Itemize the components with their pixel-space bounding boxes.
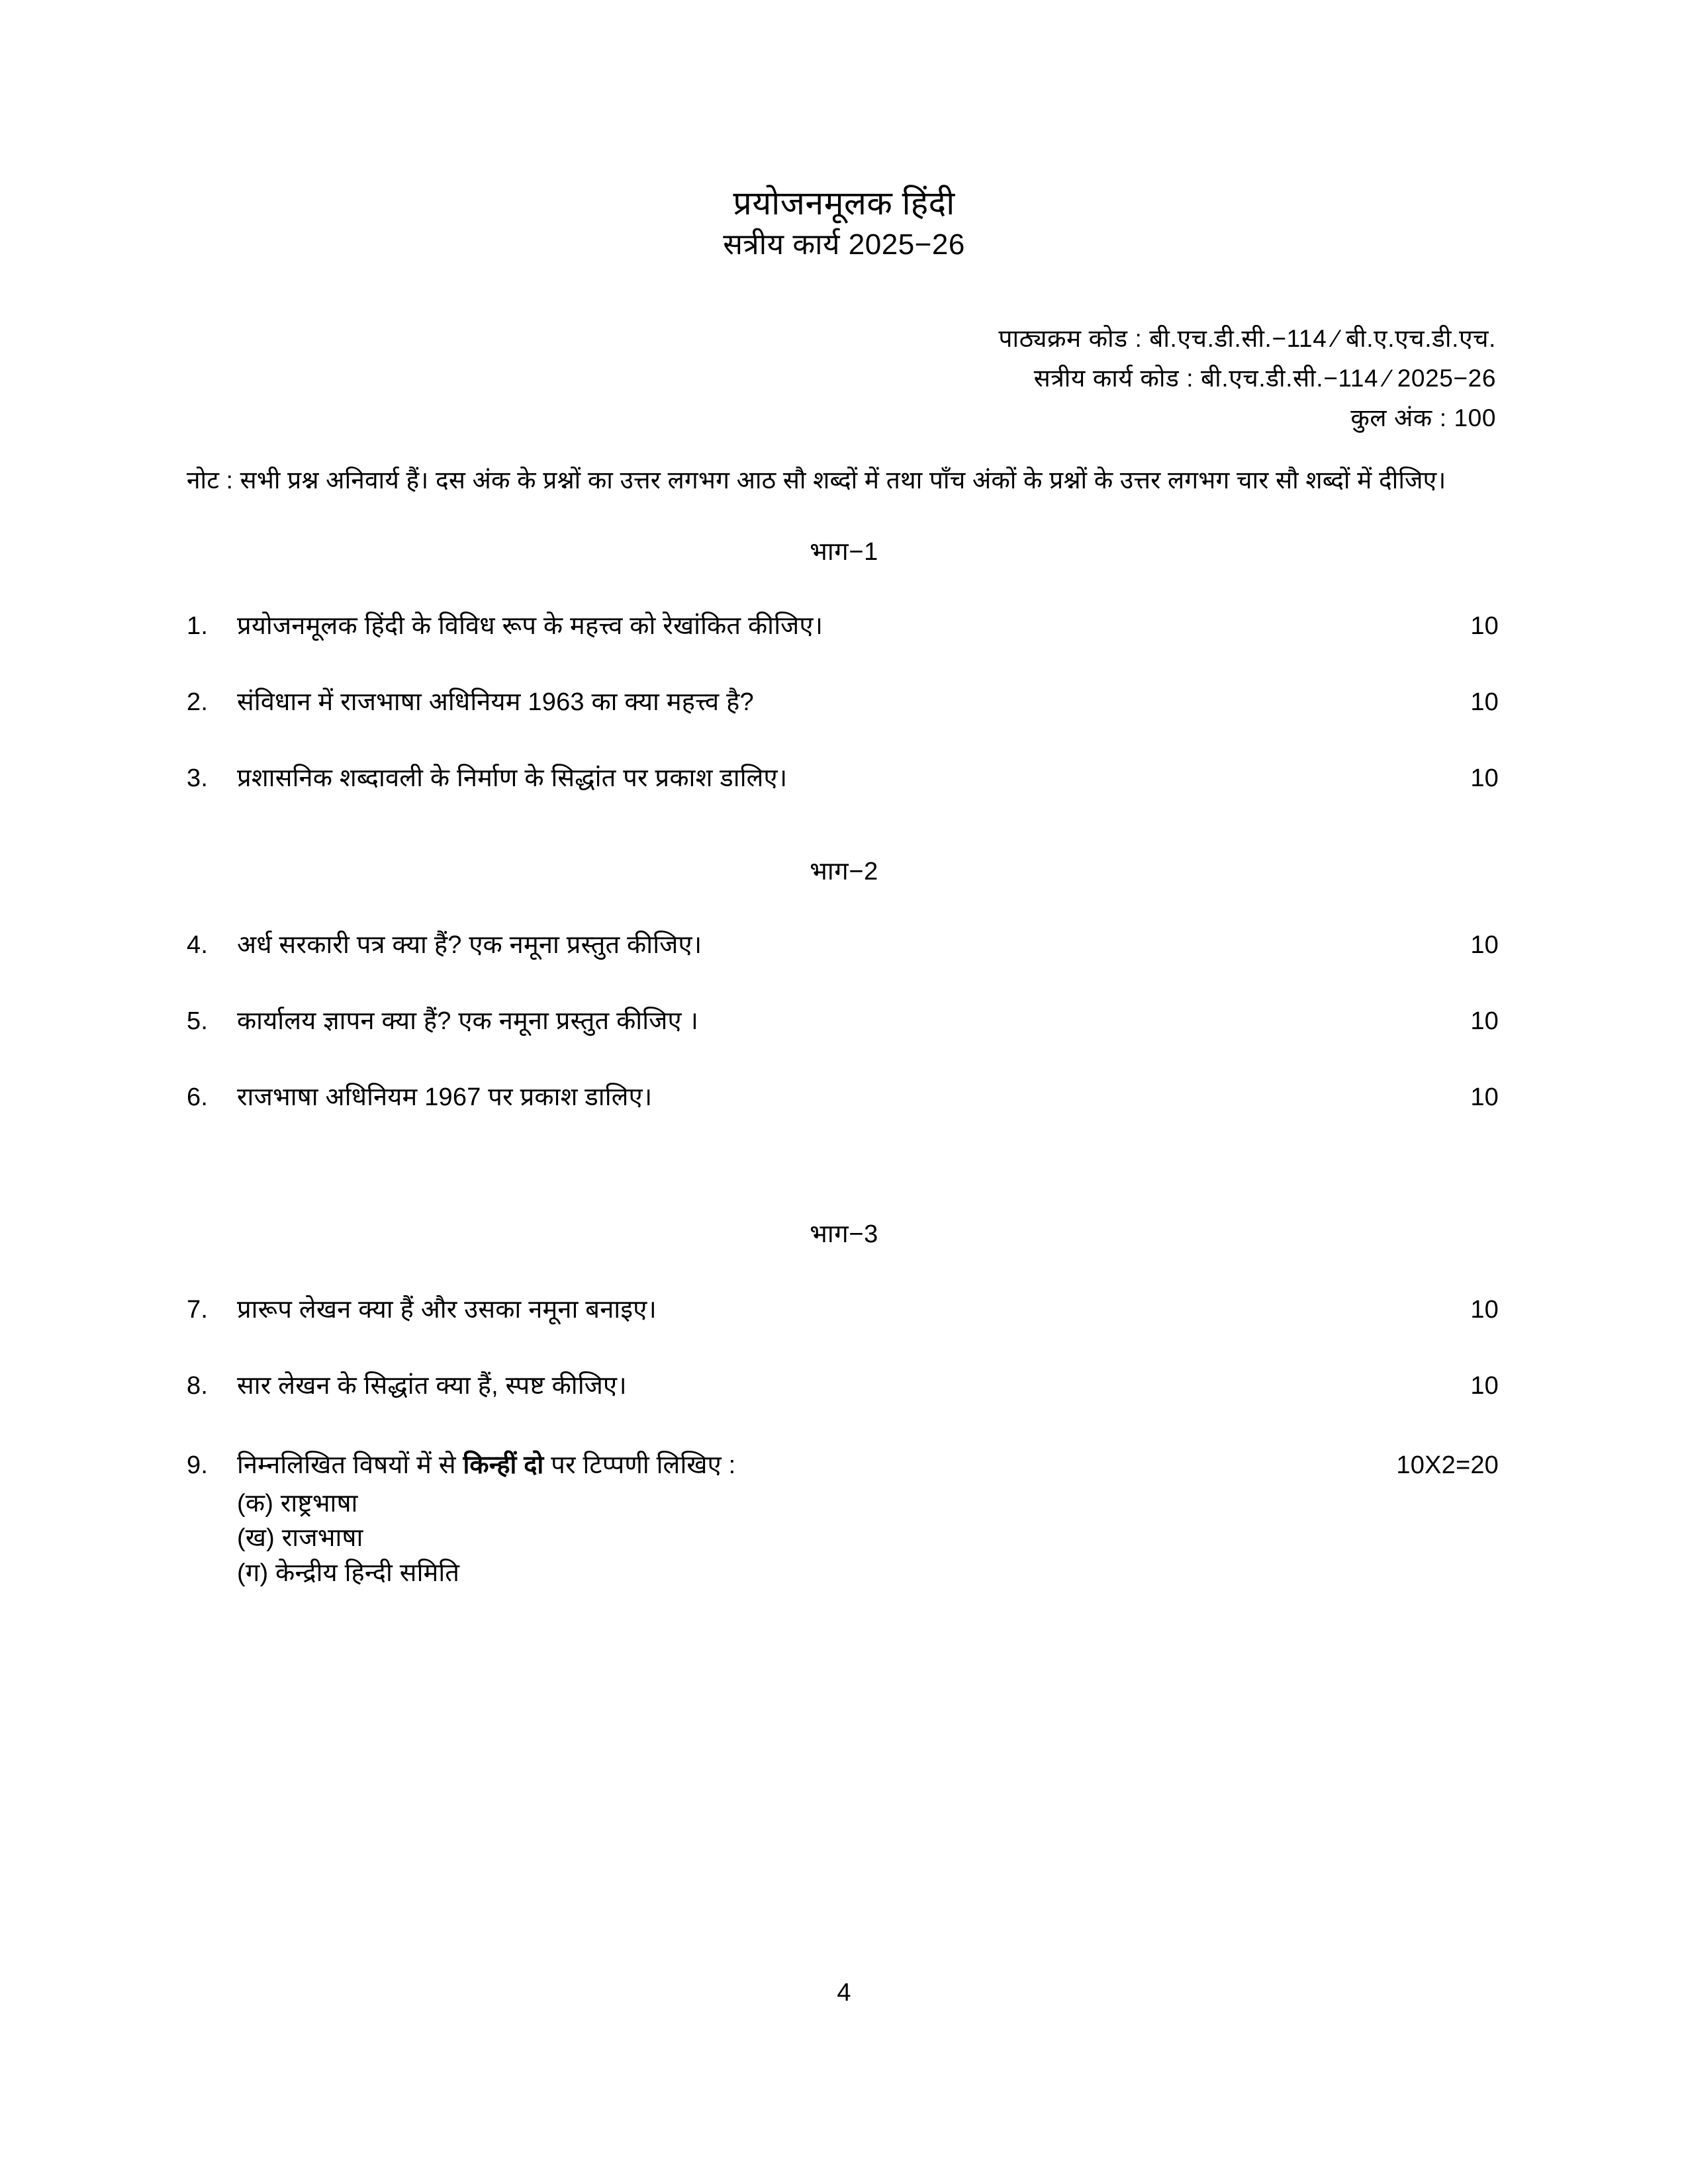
question-row [187, 685, 1499, 721]
question-text: अर्ध सरकारी पत्र क्या हैं? एक नमूना प्रस्तुत कीजिए। [237, 931, 702, 959]
question-subitem: (ख) राजभाषा [237, 1524, 363, 1553]
question-number: 9. [187, 1451, 209, 1479]
question-number: 3. [187, 764, 209, 792]
question-text: सार लेखन के सिद्धांत क्या हैं, स्पष्ट कीजिए। [237, 1372, 627, 1400]
question-text [237, 1448, 1287, 1484]
question-row [187, 928, 1499, 964]
question-marks: 10 [1470, 612, 1499, 640]
assignment-code: सत्रीय कार्य कोड : बी.एच.डी.सी.−114 ⁄ 2025−26 [1033, 364, 1496, 392]
question-text: प्रशासनिक शब्दावली के निर्माण के सिद्धांत पर प्रकाश डालिए। [237, 764, 788, 792]
page-title: प्रयोजनमूलक हिंदी [733, 185, 955, 222]
question-subitem-list [237, 1486, 1499, 1590]
question-row [187, 1293, 1499, 1328]
question-text: संविधान में राजभाषा अधिनियम 1963 का क्या महत्त्व है? [237, 688, 754, 716]
section-heading-1: भाग−1 [810, 538, 878, 566]
question-marks: 10 [1470, 931, 1499, 959]
question-marks: 10 [1470, 1296, 1499, 1324]
question-marks: 10 [1470, 1372, 1499, 1400]
page-subtitle: सत्रीय कार्य 2025−26 [723, 228, 965, 261]
title-block [0, 184, 1688, 263]
question-marks: 10X2=20 [1396, 1451, 1499, 1479]
question-number: 4. [187, 931, 209, 959]
question-number: 5. [187, 1007, 209, 1035]
question-marks: 10 [1470, 1083, 1499, 1111]
question-text-prefix: निम्नलिखित विषयों में से [237, 1451, 463, 1479]
question-row [187, 1369, 1499, 1404]
question-text: प्रारूप लेखन क्या हैं और उसका नमूना बनाइए। [237, 1296, 657, 1324]
question-text-suffix: पर टिप्पणी लिखिए : [543, 1451, 736, 1479]
instructions-note: नोट : सभी प्रश्न अनिवार्य हैं। दस अंक के प्रश्नों का उत्तर लगभग आठ सौ शब्दों में तथा पाँच अंकों के प्रश्नों के उत्तर लगभग चार सौ शब्दों में दीजिए। [187, 467, 1446, 494]
question-number: 7. [187, 1296, 209, 1324]
section-heading-2: भाग−2 [810, 858, 878, 886]
course-code: पाठ्यक्रम कोड : बी.एच.डी.सी.−114 ⁄ बी.ए.एच.डी.एच. [998, 325, 1496, 352]
question-text: प्रयोजनमूलक हिंदी के विविध रूप के महत्त्व को रेखांकित कीजिए। [237, 612, 823, 640]
question-subitem: (ग) केन्द्रीय हिन्दी समिति [237, 1559, 460, 1587]
section-heading-3: भाग−3 [810, 1220, 878, 1248]
question-number: 6. [187, 1083, 209, 1111]
course-code-block [998, 319, 1496, 438]
question-row [187, 1004, 1499, 1040]
question-row [187, 761, 1499, 797]
total-marks: कुल अंक : 100 [1350, 404, 1496, 432]
question-marks: 10 [1470, 688, 1499, 716]
question-number: 8. [187, 1372, 209, 1400]
page-number: 4 [837, 1979, 851, 2007]
question-number: 1. [187, 612, 209, 640]
question-row [187, 1448, 1499, 1590]
question-number: 2. [187, 688, 209, 716]
question-row [187, 609, 1499, 645]
question-text-emphasis: किन्हीं दो [463, 1451, 544, 1479]
question-marks: 10 [1470, 764, 1499, 792]
question-row [187, 1080, 1499, 1116]
question-text: राजभाषा अधिनियम 1967 पर प्रकाश डालिए। [237, 1083, 653, 1111]
question-subitem: (क) राष्ट्रभाषा [237, 1489, 358, 1518]
question-text: कार्यालय ज्ञापन क्या हैं? एक नमूना प्रस्तुत कीजिए । [237, 1007, 699, 1035]
question-marks: 10 [1470, 1007, 1499, 1035]
